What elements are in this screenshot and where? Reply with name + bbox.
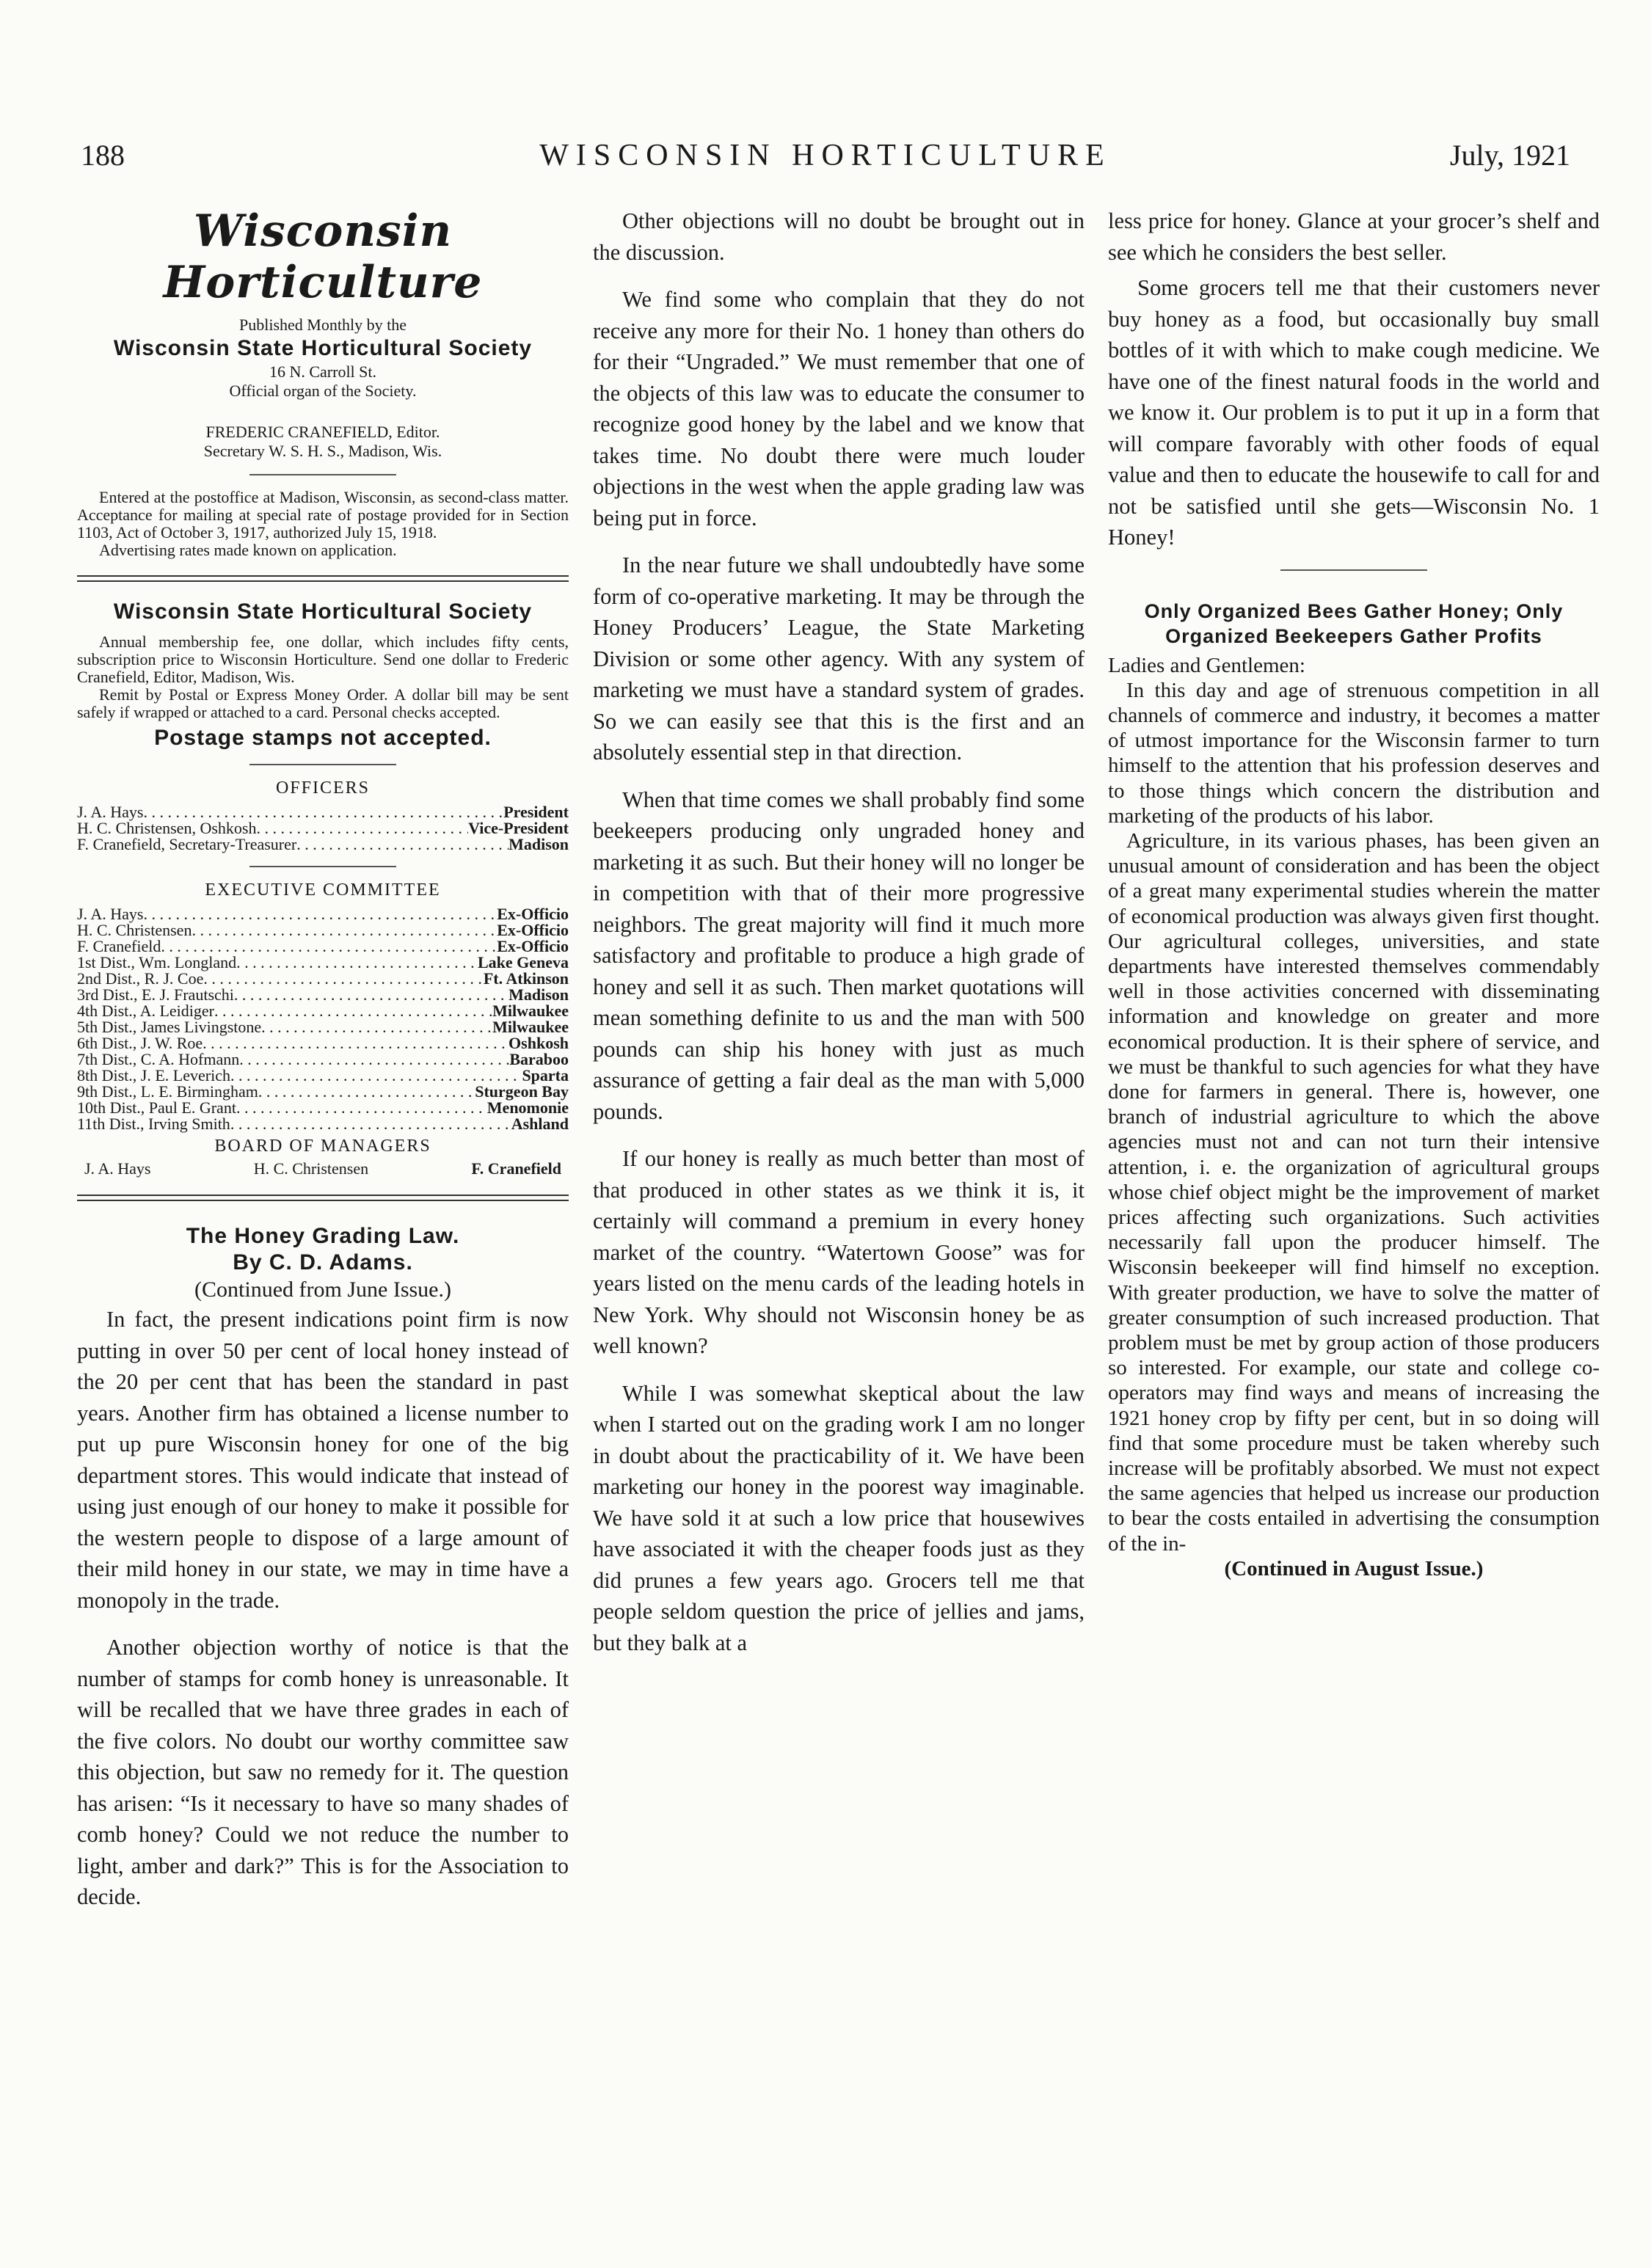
masthead-society: Wisconsin State Horticultural Society [113,336,533,360]
executive-row: 7th Dist., C. A. Hofmann . . . Baraboo [77,1051,569,1068]
column-left [77,205,569,1929]
double-divider [77,1195,569,1201]
entry-notice: Entered at the postoffice at Madison, Wisconsin, as second-class matter. Acceptance for mailing at special rate of postage provided for in Section 1103, Act of October 3, 1917, authorized July 15, 1918. [77,488,569,542]
executive-row: 1st Dist., Wm. Longland . . . Lake Geneva [77,955,569,971]
paragraph: less price for honey. Glance at your grocer’s shelf and see which he considers the best seller. [1108,208,1600,265]
executive-row: 9th Dist., L. E. Birmingham . . . Sturgeon Bay [77,1084,569,1100]
paragraph: In the near future we shall undoubtedly have some form of co-operative marketing. It may be through the Honey Producers’ League, the State Marketing Division or some other agency. With any system of marketing we must have a standard system of grades. So we can easily see that this is the first and an absolutely essential step in that direction. [593,553,1085,765]
article-byline: By C. D. Adams. [233,1250,413,1275]
membership-text: Annual membership fee, one dollar, which includes fifty cents, subscription price to Wisconsin Horticulture. Send one dollar to Frederic Cranefield, Editor, Madison, Wis. [77,632,569,686]
masthead-address: 16 N. Carroll St. [269,362,377,381]
postage-note: Postage stamps not accepted. [154,726,492,750]
divider [1280,569,1427,571]
executive-row: 8th Dist., J. E. Leverich . . . Sparta [77,1068,569,1084]
masthead-editor: FREDERIC CRANEFIELD, Editor. [205,423,440,441]
officers-heading: OFFICERS [275,779,371,798]
board-members: J. A. Hays H. C. Christensen F. Cranefield [84,1159,561,1178]
executive-heading: EXECUTIVE COMMITTEE [205,880,441,900]
officer-row: F. Cranefield, Secretary-Treasurer . . . Madison [77,836,569,853]
masthead-secretary: Secretary W. S. H. S., Madison, Wis. [203,442,442,460]
executive-row: 3rd Dist., E. J. Frautschi . . . Madison [77,987,569,1003]
executive-row: 11th Dist., Irving Smith . . . Ashland [77,1116,569,1132]
paragraph: In fact, the present indications point firm is now putting in over 50 per cent of local honey instead of the 20 per cent that has been the standard in past years. Another firm has obtained a license number to put up pure Wisconsin honey for one of the big department stores. This would indicate that instead of using just enough of our honey to make it possible for the western people to dispose of a large amount of their mild honey in our state, we may in time have a monopoly in the trade. [77,1307,569,1613]
continued-note: (Continued in August Issue.) [1224,1556,1484,1580]
officers-list [77,804,569,853]
executive-row: 6th Dist., J. W. Roe . . . Oshkosh [77,1035,569,1051]
paragraph: When that time comes we shall probably find some beekeepers producing only ungraded honey and marketing it as such. But their honey will no longer be in competition with that of their more progressive neighbors. The great majority will find it much more satisfactory and profitable to produce a high grade of honey and sell it as such. Then market quotations will mean something definite to us and the man with 500 pounds can ship his honey with just as much assurance of getting a fair deal as the man with 5,000 pounds. [593,787,1085,1124]
article2-title: Only Organized Bees Gather Honey; Only Organized Beekeepers Gather Profits [1144,599,1564,647]
remit-text: Remit by Postal or Express Money Order. A dollar bill may be sent safely if wrapped or attached to a card. Personal checks accepted. [77,685,569,721]
officer-row: H. C. Christensen, Oshkosh . . . Vice-President [77,820,569,836]
column-middle [593,205,1085,1674]
article-title: The Honey Grading Law. [186,1224,460,1248]
page-number: 188 [81,139,125,172]
double-divider [77,575,569,582]
issue-date: July, 1921 [1449,139,1570,172]
masthead-official: Official organ of the Society. [229,382,417,400]
executive-row: 5th Dist., James Livingstone . . . Milwaukee [77,1019,569,1035]
paragraph: In this day and age of strenuous competition in all channels of commerce and industry, it becomes a matter of utmost importance for the Wisconsin farmer to turn himself to the attention that his profession deserves and to those things which concern the distribution and marketing of the products of his labor. [1108,678,1600,828]
paragraph: While I was somewhat skeptical about the law when I started out on the grading work I am no longer in doubt about the practicability of it. We have been marketing our honey in the poorest way imaginable. We have sold it at such a low price that housewives have associated it with the cheaper foods just as they did prunes a few years ago. Grocers tell me that people seldom question the price of jellies and jams, but they balk at a [593,1380,1085,1655]
paragraph: Agriculture, in its various phases, has been given an unusual amount of consideration and has been the object of a great many experimental studies wherein the matter of economical production was always given first thought. Our agricultural colleges, universities, and state departments have interested themselves commendably well in those activities concerned with disseminating information and knowledge on greater and more economical production. It is their sphere of service, and we must be thankful to such agencies for what they have done for farmers in general. There is, however, one branch of industrial agriculture to which the above agencies must not and can not turn their intensive attention, i. e. the organization of agricultural groups whose chief object might be the improvement of market prices affecting such organizations. Such activities necessarily fall upon the producer himself. The Wisconsin beekeeper will find himself no exception. With greater production, we have to solve the matter of greater consumption of such increased production. That problem must be met by group action of those producers so interested. For example, our state and college co-operators may find ways and means of increasing the 1921 honey crop by fifty per cent, but in so doing will find that some procedure must be taken whereby such increase will be profitably absorbed. We must not expect the same agencies that helped us increase our production to bear the costs entailed in advertising the consumption of the in- [1108,828,1600,1556]
board-heading: BOARD OF MANAGERS [214,1137,431,1156]
divider [249,866,396,867]
advertising-notice: Advertising rates made known on application. [99,541,397,559]
paragraph: We find some who complain that they do not receive any more for their No. 1 honey than others do for their “Ungraded.” We must remember that one of the objects of this law was to educate the consumer to recognize good honey by the label and we know that takes time. No doubt there were much louder objections in the west when the apple grading law was being put in force. [593,287,1085,530]
paragraph: Another objection worthy of notice is that the number of stamps for comb honey is unreasonable. It will be recalled that we have three grades in each of the five colors. No doubt our worthy committee saw this objection, but saw no remedy for it. The question has arisen: “Is it necessary to have so many shades of comb honey? Could we not reduce the number to light, amber and dark?” This is for the Association to decide. [77,1635,569,1909]
running-head [81,138,1570,189]
executive-row: H. C. Christensen . . . Ex-Officio [77,922,569,938]
executive-row: 2nd Dist., R. J. Coe . . . Ft. Atkinson [77,971,569,987]
salutation: Ladies and Gentlemen: [1108,653,1305,677]
officer-row: J. A. Hays . . . President [77,804,569,820]
masthead-published: Published Monthly by the [239,316,407,334]
journal-title: WISCONSIN HORTICULTURE [539,139,1112,172]
executive-row: 4th Dist., A. Leidiger . . . Milwaukee [77,1003,569,1019]
divider [249,764,396,765]
executive-row: J. A. Hays . . . Ex-Officio [77,906,569,922]
executive-list [77,906,569,1132]
executive-row: 10th Dist., Paul E. Grant . . . Menomonie [77,1100,569,1116]
executive-row: F. Cranefield . . . Ex-Officio [77,938,569,955]
paragraph: Other objections will no doubt be brought out in the discussion. [593,208,1085,265]
divider [249,474,396,475]
paragraph: If our honey is really as much better than most of that produced in other states as we think it is, it certainly will command a premium in every honey market of the country. “Watertown Goose” was for years listed on the menu cards of the leading hotels in New York. Why should not Wisconsin honey be as well known? [593,1146,1085,1358]
article-continued-from: (Continued from June Issue.) [194,1277,451,1302]
society-heading: Wisconsin State Horticultural Society [113,599,533,624]
paragraph: Some grocers tell me that their customers never buy honey as a food, but occasionally buy small bottles of it with which to make cough medicine. We have one of the finest natural foods in the world and we know it. Our problem is to put it up in a form that will compare favorably with other foods of equal value and then to educate the housewife to call for and not be satisfied until she gets—Wisconsin No. 1 Honey! [1108,275,1600,550]
column-right [1108,205,1600,1581]
masthead-title: Wisconsin Horticulture [163,205,483,308]
